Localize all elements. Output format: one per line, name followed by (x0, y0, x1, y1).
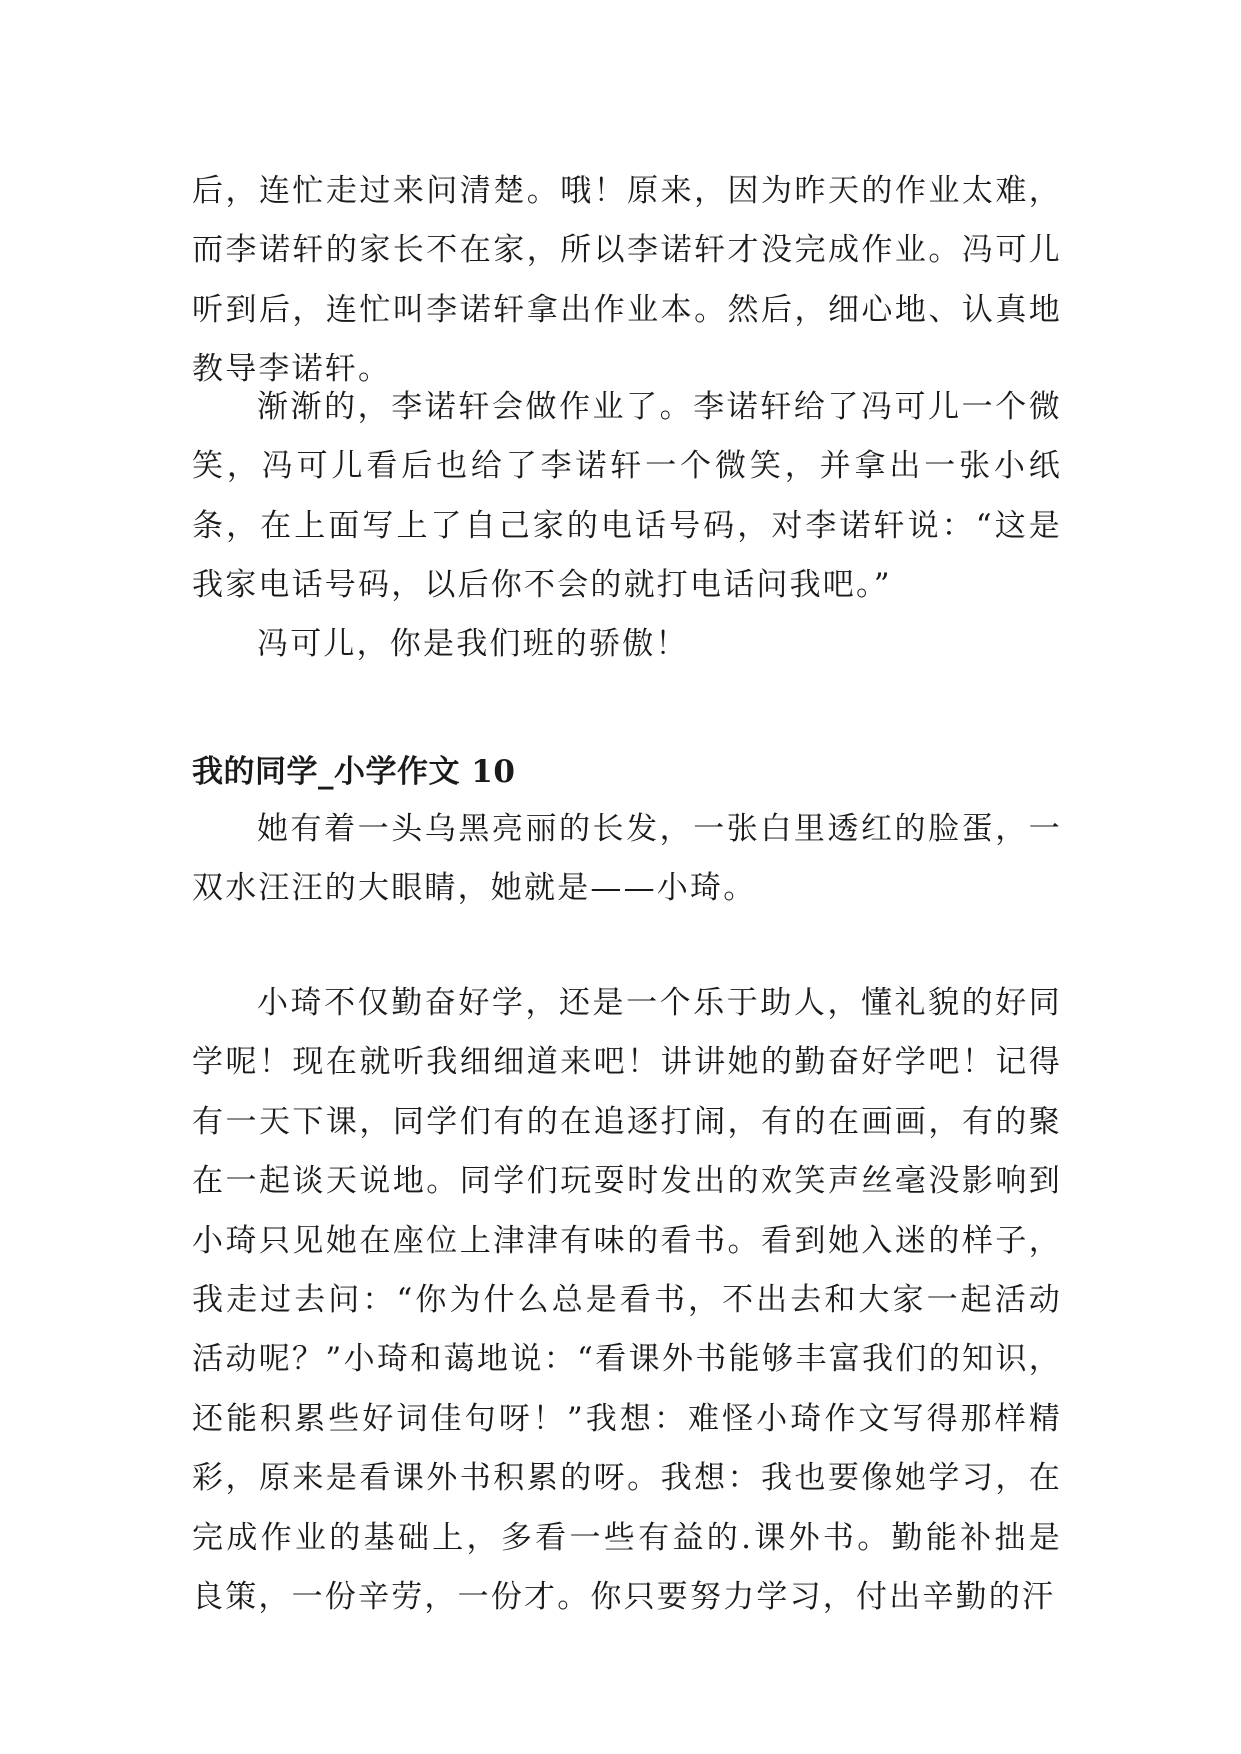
paragraph-intro: 她有着一头乌黑亮丽的长发，一张白里透红的脸蛋，一双水汪汪的大眼睛，她就是——小琦。 (192, 811, 1062, 907)
paragraph-continuation: 后，连忙走过来问清楚。哦！原来，因为昨天的作业太难，而李诺轩的家长不在家，所以李诺轩才没完成作业。冯可儿听到后，连忙叫李诺轩拿出作业本。然后，细心地、认真地教导李诺轩。 (192, 173, 1062, 388)
paragraph-smile: 渐渐的，李诺轩会做作业了。李诺轩给了冯可儿一个微笑，冯可儿看后也给了李诺轩一个微笑，并拿出一张小纸条，在上面写上了自己家的电话号码，对李诺轩说：“这是我家电话号码，以后你不会的就打电话问我吧。” (192, 389, 1062, 604)
section-title: 我的同学_小学作文 10 (192, 754, 516, 790)
paragraph-body: 小琦不仅勤奋好学，还是一个乐于助人，懂礼貌的好同学呢！现在就听我细细道来吧！讲讲她的勤奋好学吧！记得有一天下课，同学们有的在追逐打闹，有的在画画，有的聚在一起谈天说地。同学们玩耍时发出的欢笑声丝毫没影响到小琦只见她在座位上津津有味的看书。看到她入迷的样子，我走过去问：“你为什么总是看书，不出去和大家一起活动活动呢？”小琦和蔼地说：“看课外书能够丰富我们的知识，还能积累些好词佳句呀！”我想：难怪小琦作文写得那样精彩，原来是看课外书积累的呀。我想：我也要像她学习，在完成作业的基础上，多看一些有益的.课外书。勤能补拙是良策，一份辛劳，一份才。你只要努力学习，付出辛勤的汗 (192, 985, 1062, 1616)
paragraph-conclusion: 冯可儿，你是我们班的骄傲！ (257, 626, 689, 662)
